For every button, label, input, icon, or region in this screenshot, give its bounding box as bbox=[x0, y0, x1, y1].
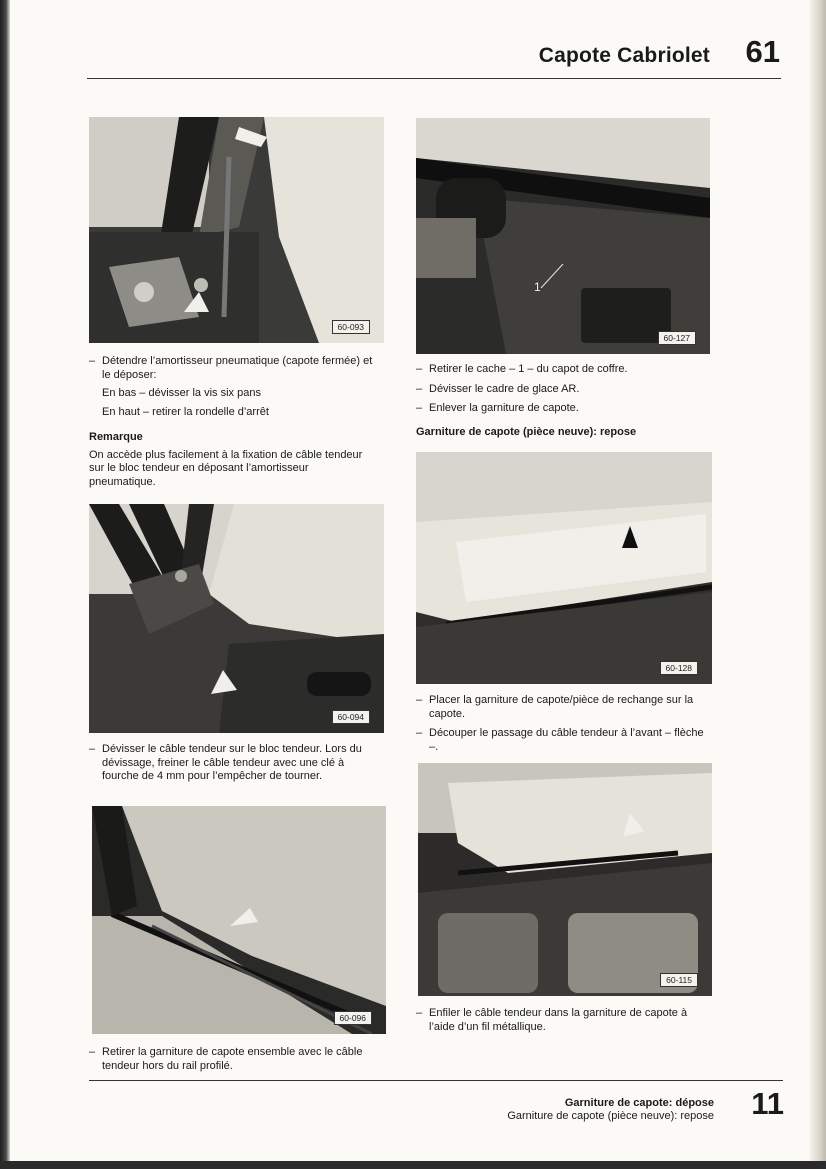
step-text: Retirer le cache – 1 – du capot de coffre. bbox=[429, 363, 628, 375]
step-text: Enfiler le câble tendeur dans la garniture de capote à l’aide d’un fil métallique. bbox=[429, 1007, 688, 1033]
photo-ref-label: 60-115 bbox=[660, 973, 698, 987]
footer-topic-1: Garniture de capote: dépose bbox=[564, 1097, 714, 1109]
photo-replacement-trim bbox=[416, 452, 712, 684]
right-step-6 bbox=[416, 1007, 711, 1034]
section-heading: Garniture de capote (pièce neuve): repose bbox=[416, 425, 637, 438]
step-text: Détendre l’amortisseur pneumatique (capote fermée) et le déposer: bbox=[102, 355, 373, 381]
step-text: Enlever la garniture de capote. bbox=[429, 402, 579, 414]
list-dash: – bbox=[89, 1046, 96, 1058]
left-step-3 bbox=[89, 1046, 379, 1073]
photo-ref-label: 60-096 bbox=[334, 1011, 372, 1025]
photo-profile-rail bbox=[92, 806, 386, 1034]
left-step-1 bbox=[89, 355, 374, 489]
photo-trunk-cover bbox=[416, 118, 710, 354]
photo-ref-label: 60-128 bbox=[660, 661, 698, 675]
list-dash: – bbox=[416, 727, 423, 739]
right-steps-1-3 bbox=[416, 363, 711, 439]
step-text: Retirer la garniture de capote ensemble avec le câble tendeur hors du rail profilé. bbox=[102, 1046, 363, 1072]
step-substep: En haut – retirer la rondelle d’arrêt bbox=[102, 405, 269, 418]
list-dash: – bbox=[416, 694, 423, 706]
list-dash: – bbox=[416, 363, 423, 375]
chapter-number: 61 bbox=[745, 34, 780, 69]
photo-tension-block bbox=[89, 504, 384, 733]
right-steps-4-5 bbox=[416, 694, 711, 754]
remark-text: On accède plus facilement à la fixation de câble tendeur sur le bloc tendeur en déposant l’amortisseur pneumatique. bbox=[89, 448, 363, 488]
photo-ref-label: 60-094 bbox=[332, 710, 370, 724]
photo-ref-label: 60-127 bbox=[658, 331, 696, 345]
list-dash: – bbox=[89, 743, 96, 755]
list-dash: – bbox=[416, 402, 423, 414]
page-title: Capote Cabriolet bbox=[538, 44, 710, 67]
footer-rule bbox=[89, 1080, 783, 1081]
remark-heading: Remarque bbox=[89, 431, 143, 443]
footer-topic-2: Garniture de capote (pièce neuve): repose bbox=[507, 1110, 714, 1122]
list-dash: – bbox=[416, 382, 423, 395]
left-step-2 bbox=[89, 743, 374, 784]
page-bottom-edge bbox=[0, 1161, 826, 1169]
step-substep: En bas – dévisser la vis six pans bbox=[102, 387, 261, 399]
callout-label: 1 bbox=[534, 280, 541, 294]
photo-threading-cable bbox=[418, 763, 712, 996]
step-text: Découper le passage du câble tendeur à l’avant – flèche –. bbox=[429, 727, 704, 753]
step-text: Dévisser le cadre de glace AR. bbox=[429, 382, 580, 395]
photo-shock-absorber bbox=[89, 117, 384, 343]
book-binding-shadow bbox=[0, 0, 10, 1169]
list-dash: – bbox=[89, 355, 96, 367]
page-number: 11 bbox=[751, 1086, 784, 1121]
step-text: Dévisser le câble tendeur sur le bloc tendeur. Lors du dévissage, freiner le câble tendeur avec une clé à fourche de 4 mm pour l’empêcher de tourner. bbox=[102, 743, 362, 782]
header-rule bbox=[87, 78, 781, 79]
step-text: Placer la garniture de capote/pièce de rechange sur la capote. bbox=[429, 694, 694, 720]
list-dash: – bbox=[416, 1007, 423, 1019]
photo-ref-label: 60-093 bbox=[332, 320, 370, 334]
page-edge bbox=[810, 0, 826, 1169]
